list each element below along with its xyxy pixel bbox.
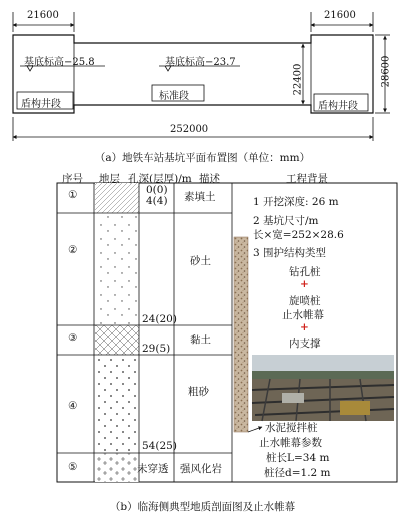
layer-4-seq: ④	[68, 400, 78, 412]
mixing-pile	[234, 237, 248, 432]
bg-jet-grout: 旋喷桩	[289, 295, 321, 307]
bg-inner-support: 内支撑	[289, 338, 321, 350]
header-desc: 描述	[199, 173, 220, 185]
standard-section: 标准段	[159, 91, 189, 102]
layer-4-depth: 54(25)	[142, 440, 177, 452]
bg-pile-diameter: 桩径d=1.2 m	[264, 467, 331, 479]
layer-5-desc: 强风化岩	[180, 463, 222, 475]
dim-right-label: 21600	[324, 10, 356, 21]
layer-2-desc: 砂土	[190, 255, 211, 267]
bg-pile-length: 桩长L=34 m	[266, 452, 330, 464]
plan-diagram	[0, 0, 405, 170]
shield-section-left: 盾构井段	[21, 99, 61, 110]
dim-total-length-label: 252000	[170, 124, 209, 135]
header-seq: 序号	[62, 173, 83, 185]
layer-1-depth2: 4(4)	[146, 195, 168, 207]
construction-photo	[252, 355, 394, 421]
header-layer: 地层	[99, 173, 120, 185]
header-depth: 孔深(层厚)/m	[128, 173, 192, 185]
profile-caption: （b）临海侧典型地质剖面图及止水帷幕	[109, 501, 296, 513]
dim-total-height-label: 28600	[380, 55, 392, 88]
layer-3-depth: 29(5)	[142, 343, 171, 355]
dim-left-label: 21600	[27, 10, 59, 21]
layer-3-seq: ③	[68, 332, 78, 344]
profile-diagram	[0, 165, 405, 495]
bg-curtain-params: 止水帷幕参数	[259, 437, 322, 449]
base-elevation-left: 基底标高−25.8	[24, 57, 95, 68]
layer-1-depth: 0(0)	[146, 184, 168, 196]
layer-1-desc: 素填土	[184, 191, 216, 203]
shield-section-right: 盾构井段	[318, 101, 358, 112]
layer-2-seq: ②	[68, 244, 78, 256]
plan-caption: （a）地铁车站基坑平面布置图（单位：mm）	[94, 152, 311, 164]
layer-4-desc: 粗砂	[188, 386, 209, 398]
base-elevation-mid: 基底标高−23.7	[165, 57, 236, 68]
bg-bored-pile: 钻孔桩	[289, 266, 321, 278]
layer-1-seq: ①	[68, 189, 78, 201]
layer-5-seq: ⑤	[68, 461, 78, 473]
layer-2-depth: 24(20)	[142, 313, 177, 325]
dim-inner-height-label: 22400	[292, 63, 304, 96]
bg-structure-type: 3 围护结构类型	[253, 247, 327, 259]
bg-mixing-pile: 水泥搅拌桩	[265, 422, 318, 434]
plus-icon-1: +	[300, 278, 309, 290]
layer-3-desc: 黏土	[190, 334, 211, 346]
plus-icon-2: +	[300, 321, 309, 333]
bg-pit-size-value: 长×宽=252×28.6	[253, 229, 344, 241]
bg-pit-size-title: 2 基坑尺寸/m	[253, 215, 319, 227]
bg-excavation-depth: 1 开挖深度: 26 m	[253, 196, 339, 208]
bg-curtain: 止水帷幕	[282, 309, 324, 321]
layer-5-depth: 未穿透	[137, 463, 169, 475]
header-background: 工程背景	[286, 173, 328, 185]
